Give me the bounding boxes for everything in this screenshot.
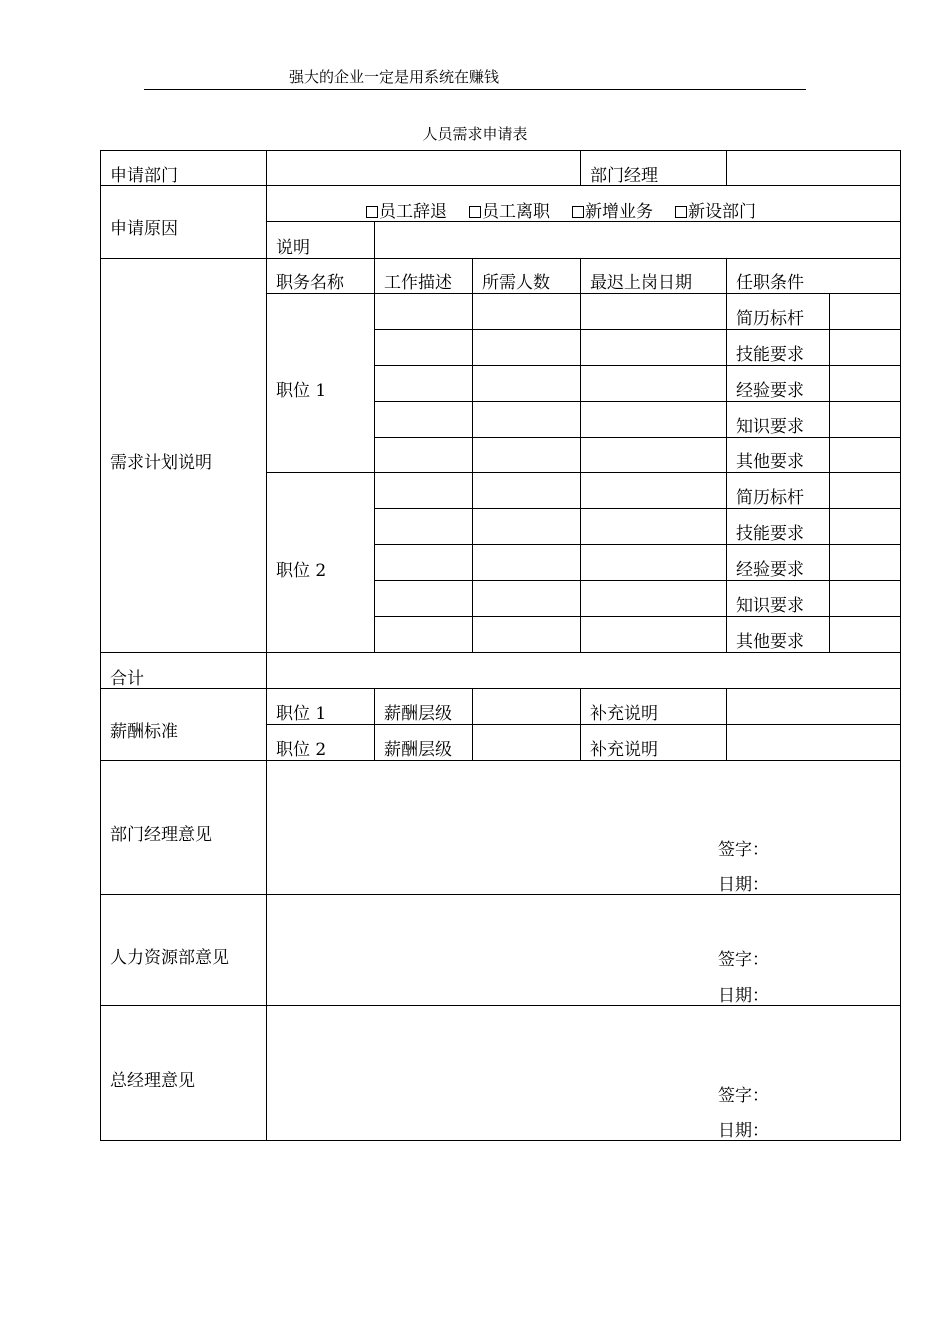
- signature-label: 签字：: [718, 950, 769, 970]
- table-border-left: [100, 150, 101, 1141]
- salary-level-label: 薪酬层级: [384, 704, 452, 724]
- position-2-name: 职位 2: [276, 561, 327, 581]
- salary-position-1: 职位 1: [276, 704, 327, 724]
- dept-manager-label: 部门经理: [590, 166, 658, 186]
- reason-label: 申请原因: [110, 219, 178, 239]
- column-divider: [726, 688, 727, 761]
- column-divider: [580, 258, 581, 653]
- column-divider: [266, 150, 267, 1141]
- header-divider: [144, 89, 806, 90]
- position-2-condition: 经验要求: [736, 560, 804, 580]
- row-divider: [374, 580, 901, 581]
- column-divider: [472, 688, 473, 761]
- row-divider: [100, 894, 901, 895]
- row-divider: [266, 472, 901, 473]
- row-divider: [100, 688, 901, 689]
- column-divider: [374, 258, 375, 653]
- row-divider: [374, 401, 901, 402]
- column-divider: [580, 150, 581, 186]
- row-divider: [100, 652, 901, 653]
- row-divider: [266, 293, 901, 294]
- salary-note-label: 补充说明: [590, 740, 658, 760]
- column-divider: [580, 688, 581, 761]
- plan-col-latest-date: 最迟上岗日期: [590, 273, 692, 293]
- salary-position-2: 职位 2: [276, 740, 327, 760]
- row-divider: [100, 760, 901, 761]
- reason-option-new-department[interactable]: 新设部门: [675, 202, 756, 222]
- salary-note-label: 补充说明: [590, 704, 658, 724]
- column-divider: [726, 258, 727, 653]
- reason-option-resignation[interactable]: 员工离职: [469, 202, 550, 222]
- position-2-condition: 简历标杆: [736, 488, 804, 508]
- row-divider: [100, 258, 901, 259]
- row-divider: [374, 365, 901, 366]
- column-divider: [374, 221, 375, 259]
- position-1-name: 职位 1: [276, 381, 327, 401]
- position-1-condition: 技能要求: [736, 345, 804, 365]
- gm-opinion-label: 总经理意见: [110, 1071, 195, 1091]
- checkbox-icon[interactable]: [366, 206, 378, 218]
- dept-manager-field[interactable]: [732, 166, 892, 184]
- reason-options: [366, 202, 756, 222]
- salary-level-label: 薪酬层级: [384, 740, 452, 760]
- dept-manager-opinion-label: 部门经理意见: [110, 825, 212, 845]
- row-divider: [100, 185, 901, 186]
- date-label: 日期：: [718, 986, 769, 1006]
- plan-col-headcount: 所需人数: [482, 273, 550, 293]
- position-2-condition: 知识要求: [736, 596, 804, 616]
- table-border-right: [900, 150, 901, 1141]
- plan-col-requirements: 任职条件: [736, 273, 804, 293]
- date-label: 日期：: [718, 1121, 769, 1141]
- plan-label: 需求计划说明: [110, 453, 212, 473]
- checkbox-icon[interactable]: [572, 206, 584, 218]
- reason-note-label: 说明: [276, 238, 310, 258]
- position-2-condition: 技能要求: [736, 524, 804, 544]
- row-divider: [374, 437, 901, 438]
- reason-option-new-business[interactable]: 新增业务: [572, 202, 653, 222]
- column-divider: [472, 258, 473, 653]
- hr-opinion-label: 人力资源部意见: [110, 948, 229, 968]
- position-1-condition: 其他要求: [736, 452, 804, 472]
- form-title: 人员需求申请表: [422, 125, 528, 143]
- position-1-condition: 知识要求: [736, 417, 804, 437]
- row-divider: [374, 544, 901, 545]
- row-divider: [266, 724, 901, 725]
- header-slogan: 强大的企业一定是用系统在赚钱: [289, 68, 500, 86]
- column-divider: [829, 293, 830, 653]
- column-divider: [726, 150, 727, 186]
- signature-label: 签字：: [718, 1086, 769, 1106]
- apply-dept-label: 申请部门: [110, 166, 178, 186]
- reason-option-dismissal[interactable]: 员工辞退: [366, 202, 447, 222]
- table-border-top: [100, 150, 901, 151]
- signature-label: 签字：: [718, 840, 769, 860]
- column-divider: [374, 688, 375, 761]
- position-1-condition: 简历标杆: [736, 309, 804, 329]
- row-divider: [100, 1005, 901, 1006]
- apply-dept-field[interactable]: [274, 166, 574, 184]
- date-label: 日期：: [718, 875, 769, 895]
- checkbox-icon[interactable]: [469, 206, 481, 218]
- reason-note-field[interactable]: [382, 238, 892, 256]
- plan-col-job-title: 职务名称: [276, 273, 344, 293]
- row-divider: [374, 329, 901, 330]
- table-border-bottom: [100, 1140, 901, 1141]
- checkbox-icon[interactable]: [675, 206, 687, 218]
- row-divider: [374, 616, 901, 617]
- total-label: 合计: [110, 669, 144, 689]
- salary-label: 薪酬标准: [110, 722, 178, 742]
- position-2-condition: 其他要求: [736, 632, 804, 652]
- position-1-condition: 经验要求: [736, 381, 804, 401]
- row-divider: [374, 508, 901, 509]
- plan-col-description: 工作描述: [384, 273, 452, 293]
